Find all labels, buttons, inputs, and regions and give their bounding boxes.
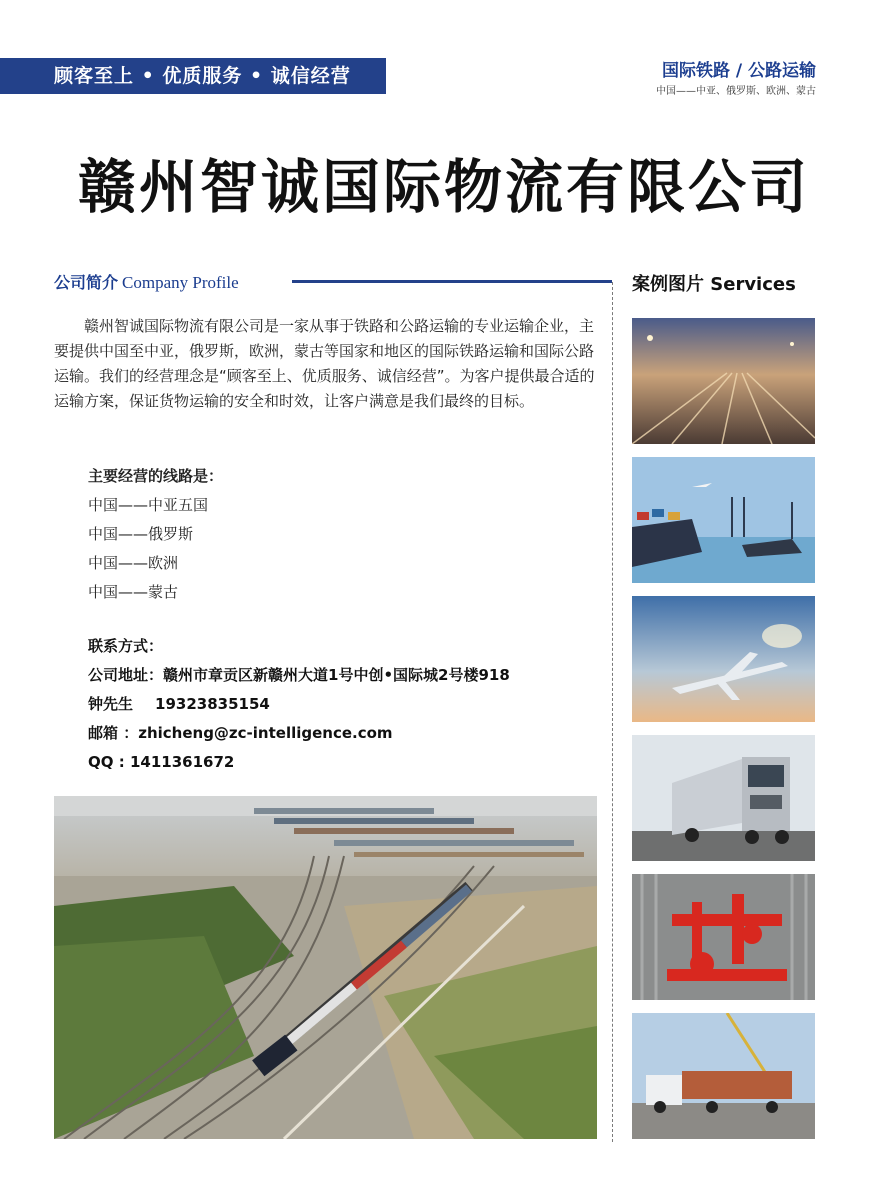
route-item: 中国——中亚五国 [88,496,209,514]
route-item: 中国——俄罗斯 [88,525,194,543]
airplane-thumbnail [632,596,815,722]
contact-person: 钟先生 [88,695,134,713]
route-title: 国际铁路 / 公路运输 [661,61,816,81]
routes-label: 主要经营的线路是： [88,467,224,485]
container-cargo-thumbnail [632,874,815,1000]
profile-heading [54,270,239,293]
profile-heading-en: Company Profile [122,273,239,292]
services-heading: 案例图片 Services [632,274,796,295]
rail-yard-photo [54,796,597,1139]
truck-thumbnail [632,735,815,861]
routes-block [88,462,223,607]
profile-heading-rule [292,280,612,283]
contact-label: 联系方式： [88,637,164,655]
route-subtitle: 中国——中亚、俄罗斯、欧洲、蒙古 [656,86,816,97]
loading-site-thumbnail [632,1013,815,1139]
profile-heading-cn: 公司简介 [54,273,119,292]
contact-phone: 19323835154 [155,695,270,713]
railway-yard-thumbnail [632,318,815,444]
company-name: 赣州智诚国际物流有限公司 [77,153,810,221]
contact-qq: QQ : 1411361672 [88,753,235,771]
route-item: 中国——欧洲 [88,554,179,572]
company-intro: 赣州智诚国际物流有限公司是一家从事于铁路和公路运输的专业运输企业，主要提供中国至中亚，俄罗斯，欧洲，蒙古等国家和地区的国际铁路运输和国际公路运输。我们的经营理念是“顾客至上、优质服务、诚信经营”。为客户提供最合适的运输方案，保证货物运输的安全和时效，让客户满意是我们最终的目标。 [54,317,595,410]
contact-person-line [88,690,510,719]
route-item: 中国——蒙古 [88,583,179,601]
shipping-port-thumbnail [632,457,815,583]
column-divider [612,282,613,1142]
contact-block [88,632,510,777]
slogan-banner: 顾客至上 • 优质服务 • 诚信经营 [0,58,386,94]
contact-address: 公司地址：赣州市章贡区新赣州大道1号中创•国际城2号楼918 [88,666,510,684]
contact-email: 邮箱 ：zhicheng@zc-intelligence.com [88,724,393,742]
